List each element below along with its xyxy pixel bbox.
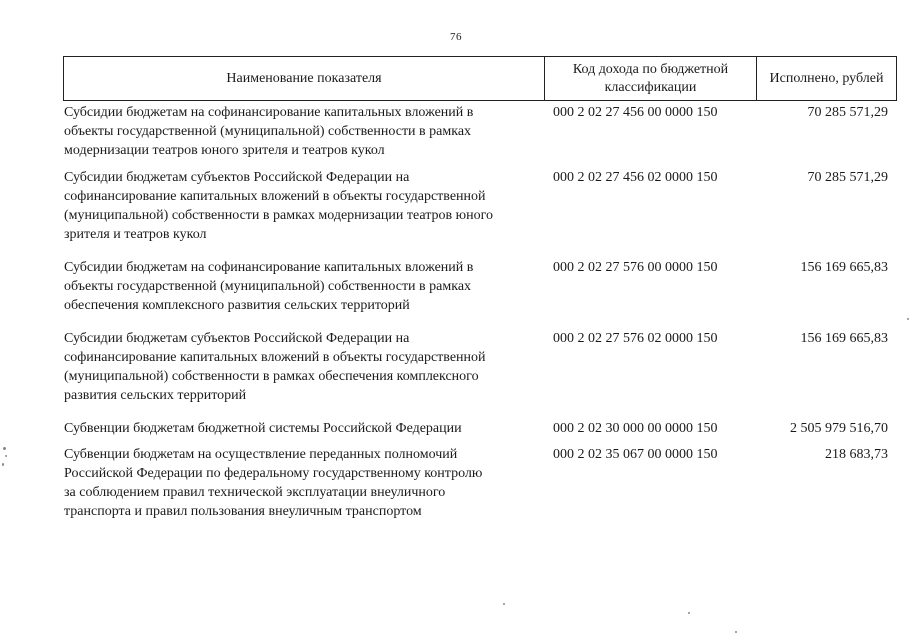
row-code: 000 2 02 30 000 00 0000 150 bbox=[553, 421, 718, 436]
table-body bbox=[64, 103, 894, 521]
row-code: 000 2 02 27 576 00 0000 150 bbox=[553, 260, 718, 275]
scan-speck bbox=[735, 631, 737, 633]
table-row bbox=[64, 258, 894, 315]
scan-speck bbox=[2, 463, 4, 466]
row-name: Субсидии бюджетам субъектов Российской Федерации на софинансирование капитальных вложений в объекты государственной (муниципальной) собственности в рамках обеспечения комплексного развития сельских территорий bbox=[64, 331, 486, 403]
table-row bbox=[64, 329, 894, 405]
table-header bbox=[63, 56, 897, 101]
row-amount: 156 169 665,83 bbox=[800, 260, 888, 275]
scan-speck bbox=[503, 603, 505, 605]
row-code: 000 2 02 27 456 00 0000 150 bbox=[553, 105, 718, 120]
row-amount: 70 285 571,29 bbox=[807, 105, 888, 120]
row-name: Субсидии бюджетам субъектов Российской Федерации на софинансирование капитальных вложений в объекты государственной (муниципальной) собственности в рамках модернизации театров юного зрителя и театров кукол bbox=[64, 170, 493, 242]
page-number: 76 bbox=[450, 31, 462, 43]
header-code: Код дохода по бюджетной классификации bbox=[545, 57, 757, 100]
row-amount: 70 285 571,29 bbox=[807, 170, 888, 185]
scan-speck bbox=[3, 447, 6, 450]
table-row bbox=[64, 419, 894, 438]
row-name: Субвенции бюджетам на осуществление переданных полномочий Российской Федерации по федеральному государственному контролю за соблюдением правил технической эксплуатации внеуличного транспорта и правил пользования внеуличным транспортом bbox=[64, 447, 483, 519]
row-name: Субсидии бюджетам на софинансирование капитальных вложений в объекты государственной (муниципальной) собственности в рамках модернизации театров юного зрителя и театров кукол bbox=[64, 105, 474, 158]
table-row bbox=[64, 445, 894, 521]
header-name: Наименование показателя bbox=[64, 57, 545, 100]
row-amount: 2 505 979 516,70 bbox=[790, 421, 888, 436]
table-row bbox=[64, 168, 894, 244]
scan-speck bbox=[5, 455, 7, 457]
scan-speck bbox=[907, 318, 909, 320]
row-name: Субвенции бюджетам бюджетной системы Российской Федерации bbox=[64, 421, 462, 436]
row-code: 000 2 02 27 456 02 0000 150 bbox=[553, 170, 718, 185]
row-code: 000 2 02 35 067 00 0000 150 bbox=[553, 447, 718, 462]
row-code: 000 2 02 27 576 02 0000 150 bbox=[553, 331, 718, 346]
row-amount: 218 683,73 bbox=[825, 447, 888, 462]
header-amount: Исполнено, рублей bbox=[769, 70, 884, 86]
scan-speck bbox=[688, 612, 690, 614]
table-row bbox=[64, 103, 894, 160]
row-amount: 156 169 665,83 bbox=[800, 331, 888, 346]
row-name: Субсидии бюджетам на софинансирование капитальных вложений в объекты государственной (муниципальной) собственности в рамках обеспечения комплексного развития сельских территорий bbox=[64, 260, 474, 313]
